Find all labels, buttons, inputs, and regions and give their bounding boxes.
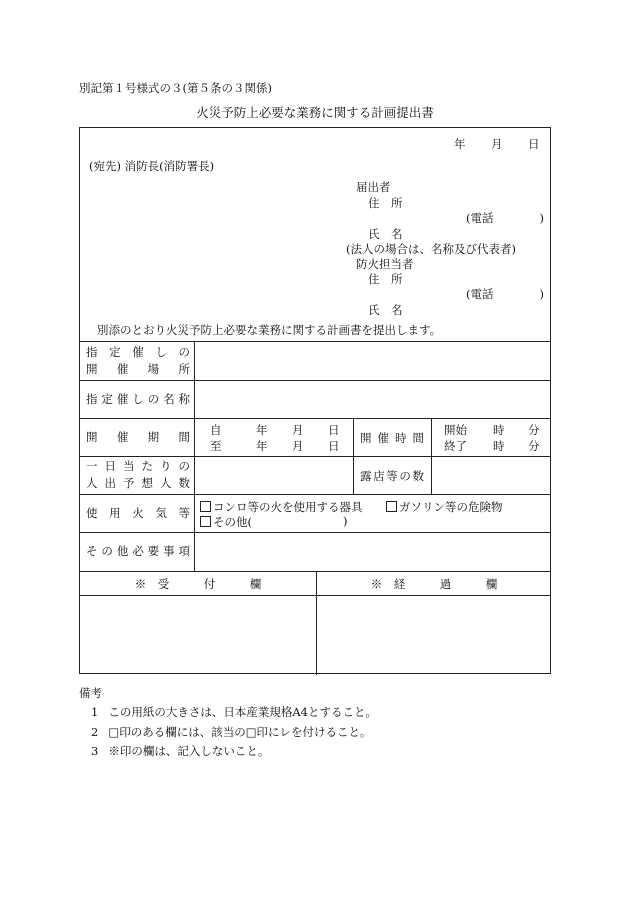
period-from-month: 月 [292, 423, 304, 437]
addressee: (宛先) 消防長(消防署長) [89, 159, 215, 173]
period-to: 至 [210, 439, 222, 453]
submission-statement: 別添のとおり火災予防上必要な業務に関する計画書を提出します。 [97, 323, 442, 337]
fire-option-hazmat: ガソリン等の危険物 [386, 499, 503, 515]
date-month: 月 [491, 137, 503, 151]
submission-form [79, 127, 551, 674]
rule [80, 595, 550, 596]
fire-manager-address-label: 住 所 [368, 272, 403, 286]
applicant-heading: 届出者 [356, 180, 391, 194]
period-label: 開催期間 [86, 429, 190, 444]
stalls-label: 露店等の数 [360, 469, 424, 483]
hours-end-hour: 時 [493, 439, 505, 453]
note-item: 2 □印のある欄には、該当の□印にレを付けること。 [91, 725, 372, 739]
hours-start: 開始 [444, 423, 467, 437]
corporation-note: (法人の場合は、名称及び代表者) [346, 242, 516, 256]
checkbox-icon[interactable] [200, 516, 211, 527]
rule [80, 571, 550, 572]
other-matters-label: その他必要事項 [86, 544, 190, 558]
hours-start-minute: 分 [528, 423, 540, 437]
progress-column-header: ※ 経 過 欄 [370, 577, 498, 591]
venue-label: 指定催しの 開催場所 [86, 344, 190, 376]
checkbox-icon[interactable] [386, 501, 397, 512]
attendance-label: 一日当たりの 人出予想人数 [86, 459, 190, 490]
applicant-phone-label: (電話 ) [466, 211, 544, 225]
reception-column-header: ※ 受 付 欄 [134, 577, 262, 591]
column-divider [353, 418, 354, 494]
form-number: 別記第１号様式の３(第５条の３関係) [79, 81, 272, 95]
date-year: 年 [454, 137, 466, 151]
period-to-month: 月 [292, 439, 304, 453]
checkbox-icon[interactable] [200, 501, 211, 512]
fire-option-stove: コンロ等の火を使用する器具 [200, 499, 363, 515]
fire-option-other-close: ) [343, 514, 348, 528]
fire-manager-name-label: 氏 名 [368, 303, 403, 317]
period-to-day: 日 [328, 439, 340, 453]
form-title: 火災予防上必要な業務に関する計画提出書 [196, 105, 434, 120]
note-item: 3 ※印の欄は、記入しないこと。 [91, 744, 270, 758]
period-from-day: 日 [328, 423, 340, 437]
period-to-year: 年 [256, 439, 268, 453]
hours-end-minute: 分 [528, 439, 540, 453]
event-name-label: 指定催しの名称 [86, 391, 190, 406]
hours-start-hour: 時 [493, 423, 505, 437]
date-day: 日 [528, 137, 540, 151]
fire-option-other: その他( [200, 514, 252, 530]
applicant-address-label: 住 所 [368, 196, 403, 210]
period-from: 自 [210, 423, 222, 437]
note-item: 1 この用紙の大きさは、日本産業規格A4とすること。 [91, 705, 377, 719]
period-from-year: 年 [256, 423, 268, 437]
fire-use-label: 使用火気等 [86, 505, 190, 520]
applicant-name-label: 氏 名 [368, 227, 403, 241]
column-divider [431, 418, 432, 494]
fire-manager-heading: 防火担当者 [356, 257, 414, 271]
fire-manager-phone-label: (電話 ) [466, 287, 544, 301]
column-divider [194, 341, 195, 571]
notes-heading: 備考 [79, 686, 102, 700]
hours-end: 終了 [444, 439, 467, 453]
hours-label: 開催時間 [360, 431, 424, 445]
